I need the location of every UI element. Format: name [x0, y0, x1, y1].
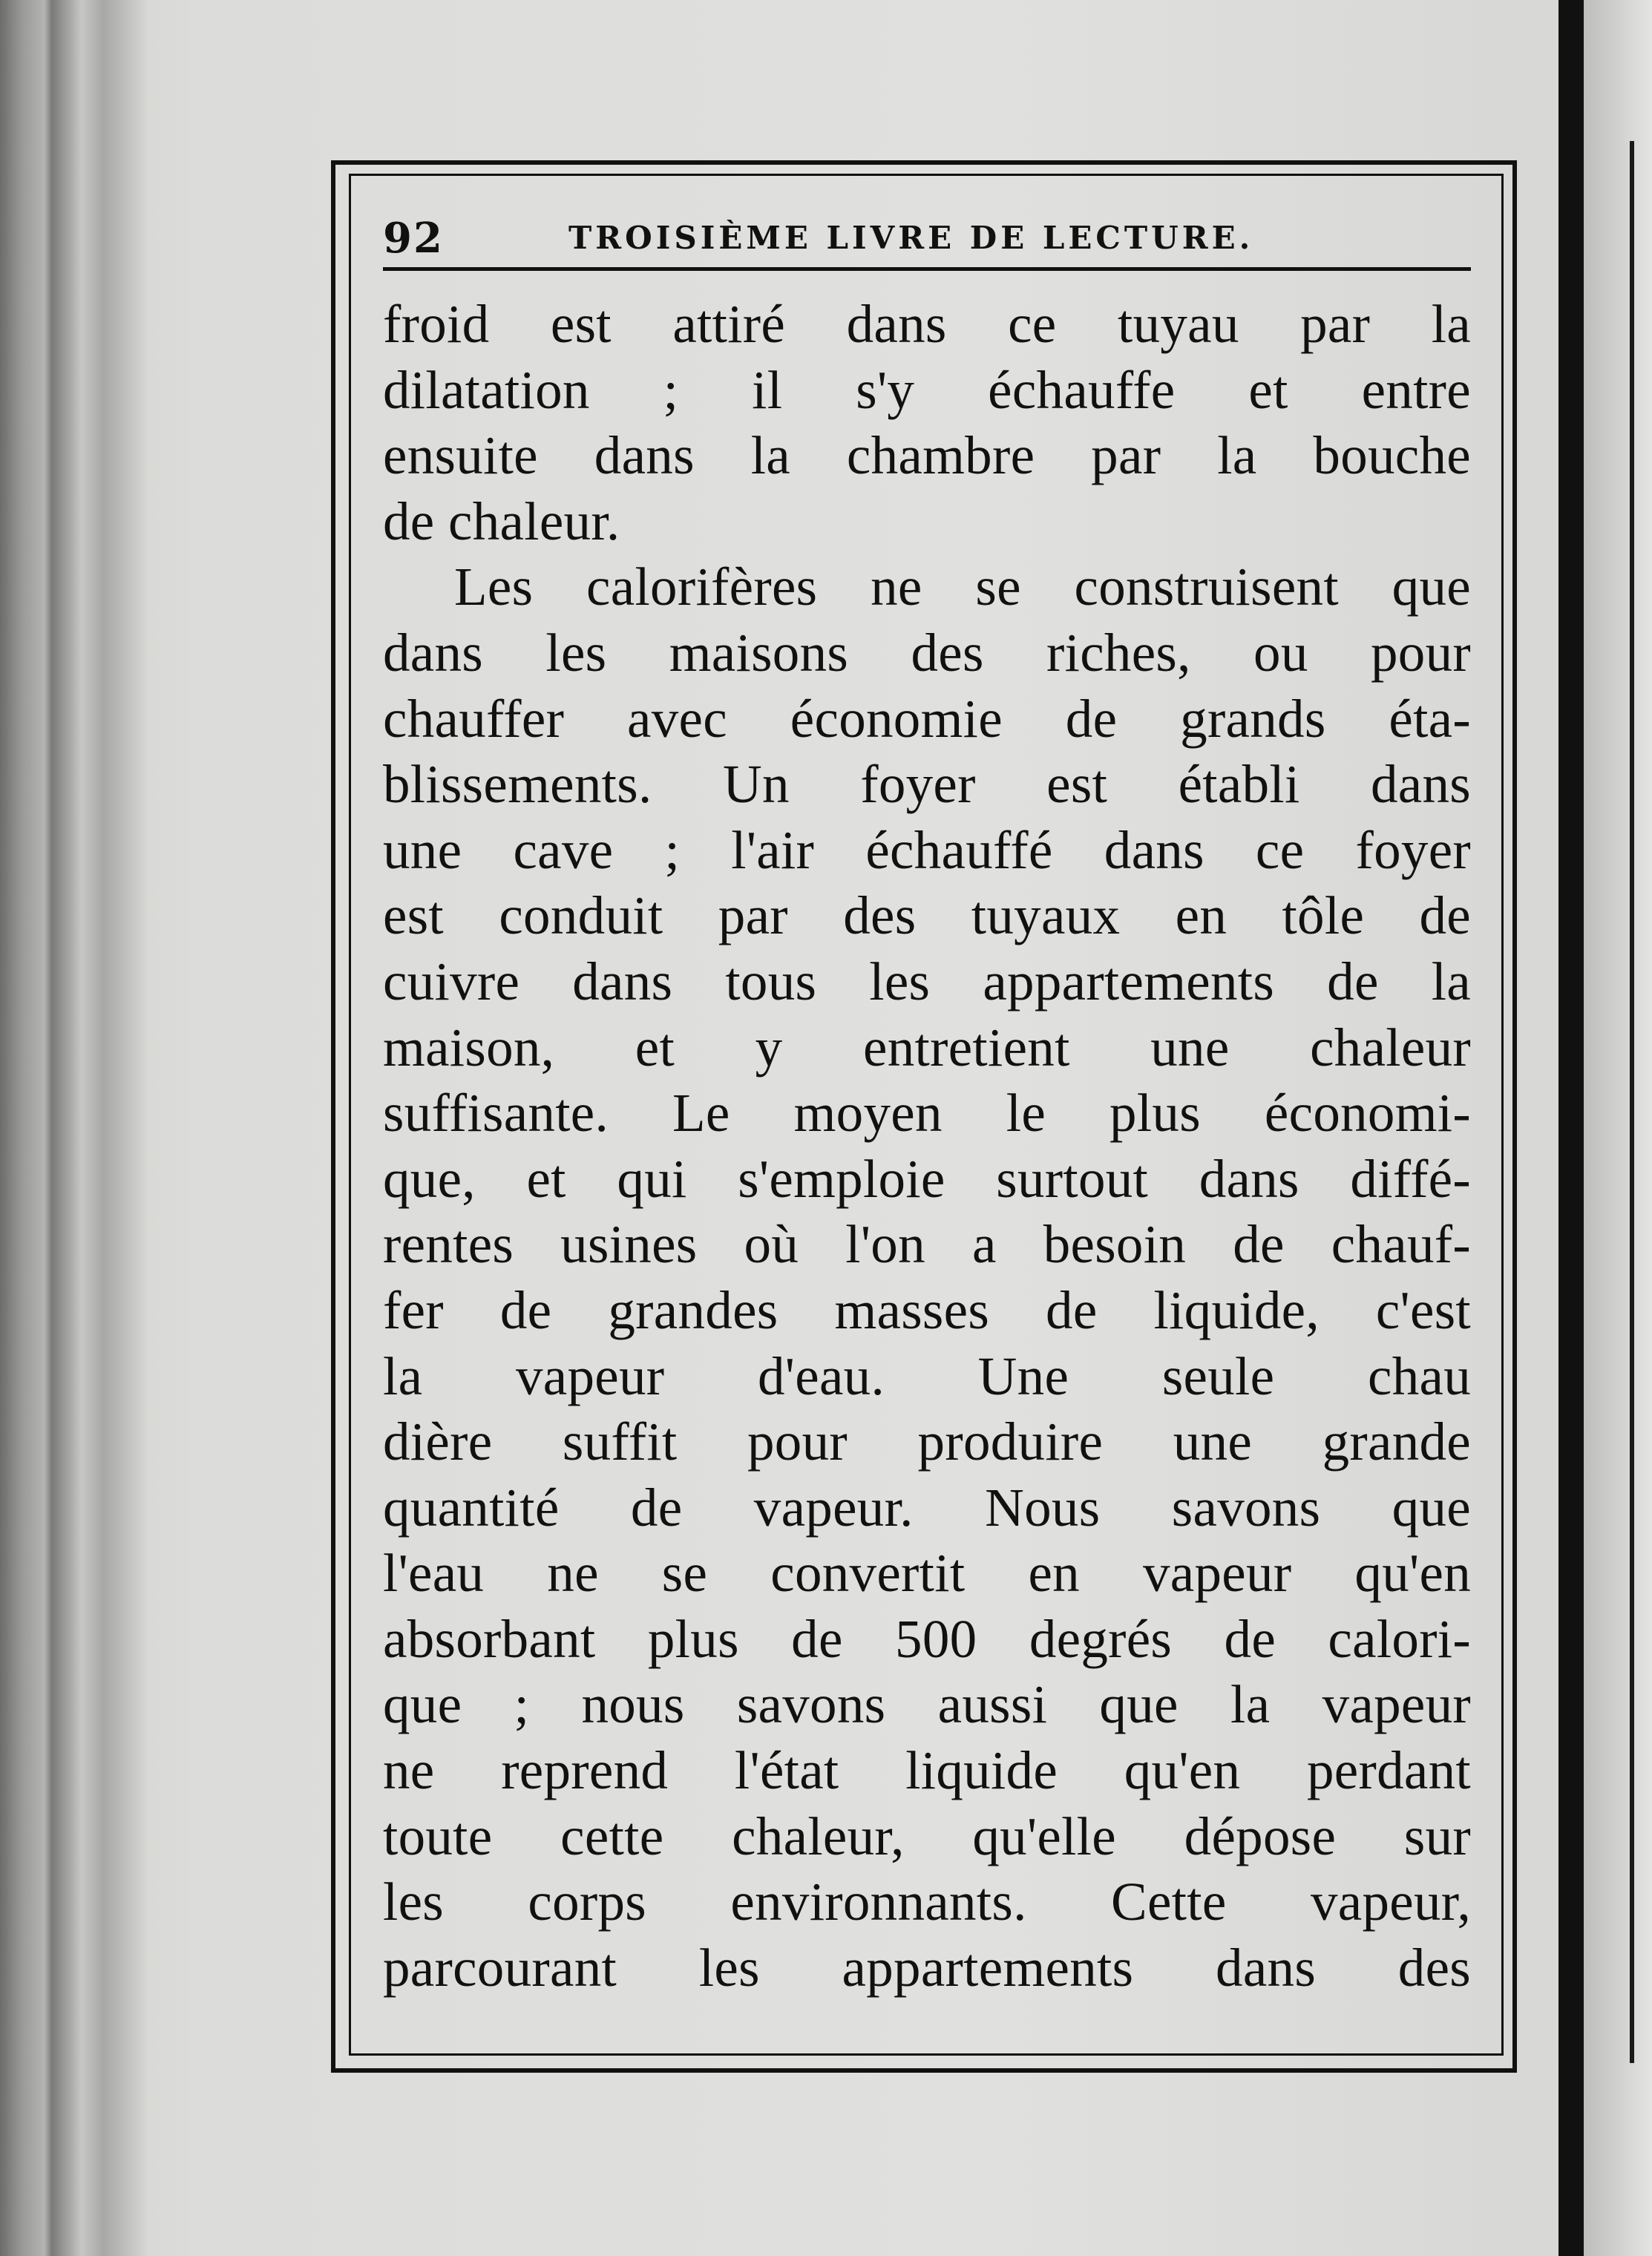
text-line: dière suffit pour produire une grande: [383, 1411, 1471, 1472]
facing-page-strip: [1584, 0, 1652, 2256]
text-line: la vapeur d'eau. Une seule chau: [383, 1345, 1471, 1406]
text-line: dans les maisons des riches, ou pour: [383, 622, 1471, 683]
running-head: [383, 200, 1471, 271]
text-line: ne reprend l'état liquide qu'en perdant: [383, 1740, 1471, 1801]
text-line: froid est attiré dans ce tuyau par la: [383, 294, 1471, 354]
text-line: est conduit par des tuyaux en tôle de: [383, 885, 1471, 946]
running-title: TROISIÈME LIVRE DE LECTURE.: [568, 220, 1254, 256]
text-line: suffisante. Le moyen le plus économi-: [383, 1083, 1471, 1144]
text-line: les corps environnants. Cette vapeur,: [383, 1872, 1471, 1932]
facing-page-border: [1630, 141, 1634, 2063]
text-line: de chaleur.: [383, 491, 620, 551]
page-content: [383, 200, 1471, 2001]
book-page-edges: [0, 0, 148, 2256]
text-line: parcourant les appartements dans des: [383, 1937, 1471, 1998]
book-gutter: [1558, 0, 1584, 2256]
text-line: que, et qui s'emploie surtout dans diffé-: [383, 1148, 1471, 1209]
text-line: ensuite dans la chambre par la bouche: [383, 425, 1471, 486]
text-line: quantité de vapeur. Nous savons que: [383, 1477, 1471, 1538]
text-line: maison, et y entretient une chaleur: [383, 1017, 1471, 1078]
text-line: dilatation ; il s'y échauffe et entre: [383, 359, 1471, 420]
page-number: 92: [383, 214, 444, 263]
text-line: toute cette chaleur, qu'elle dépose sur: [383, 1806, 1471, 1866]
text-line: l'eau ne se convertit en vapeur qu'en: [383, 1543, 1471, 1604]
text-line: blissements. Un foyer est établi dans: [383, 754, 1471, 815]
text-line: une cave ; l'air échauffé dans ce foyer: [383, 819, 1471, 880]
text-line: chauffer avec économie de grands éta-: [383, 688, 1471, 749]
text-line: que ; nous savons aussi que la vapeur: [383, 1674, 1471, 1735]
text-line: fer de grandes masses de liquide, c'est: [383, 1279, 1471, 1340]
body-text: [383, 292, 1471, 2001]
text-line: rentes usines où l'on a besoin de chauf-: [383, 1214, 1471, 1275]
text-line: cuivre dans tous les appartements de la: [383, 951, 1471, 1011]
text-line: Les calorifères ne se construisent que: [454, 557, 1471, 617]
text-line: absorbant plus de 500 degrés de calori-: [383, 1608, 1471, 1669]
